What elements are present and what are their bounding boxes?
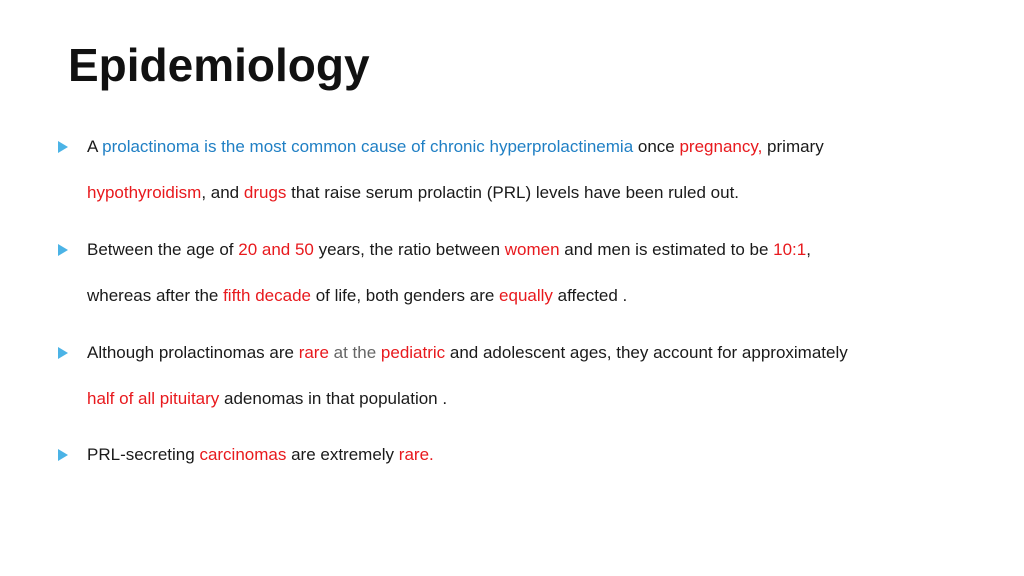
highlighted-text-segment: fifth decade — [223, 286, 311, 305]
bullet-triangle-icon — [58, 141, 68, 153]
slide-title: Epidemiology — [68, 39, 370, 91]
highlighted-text-segment: hypothyroidism — [87, 183, 202, 202]
text-segment: are extremely — [286, 445, 399, 464]
bullet-item — [58, 227, 988, 319]
bullet-item — [58, 124, 988, 216]
text-segment: and adolescent ages, they account for approximately — [445, 343, 848, 362]
bullet-text — [87, 432, 988, 478]
text-segment: adenomas in that population . — [219, 389, 448, 408]
text-segment: PRL-secreting — [87, 445, 200, 464]
bullet-item — [58, 432, 988, 478]
highlighted-text-segment: drugs — [243, 183, 287, 202]
text-segment: , — [806, 240, 811, 259]
bullet-line — [87, 124, 988, 170]
highlighted-text-segment: prolactinoma is the most common cause of chronic hyperprolactinemia — [102, 137, 634, 156]
text-segment: primary — [762, 137, 824, 156]
text-segment: Between the age of — [87, 240, 239, 259]
bullet-line — [87, 170, 988, 216]
highlighted-text-segment: equally — [499, 286, 553, 305]
highlighted-text-segment: 10:1 — [773, 240, 807, 259]
bullet-text — [87, 124, 988, 216]
bullet-triangle-icon — [58, 244, 68, 256]
bullet-line — [87, 273, 988, 319]
highlighted-text-segment: rare — [298, 343, 329, 362]
bullet-item — [58, 330, 988, 422]
text-segment: that raise serum prolactin (PRL) levels have been ruled out. — [286, 183, 740, 202]
highlighted-text-segment: half of all pituitary — [87, 389, 220, 408]
bullet-text — [87, 227, 988, 319]
text-segment: and men is estimated to be — [559, 240, 774, 259]
highlighted-text-segment: carcinomas — [199, 445, 287, 464]
text-segment: years, the ratio between — [313, 240, 505, 259]
highlighted-text-segment: pediatric — [380, 343, 446, 362]
bullet-triangle-icon — [58, 449, 68, 461]
text-segment: affected . — [552, 286, 628, 305]
highlighted-text-segment: 20 and 50 — [238, 240, 314, 259]
highlighted-text-segment: at the — [328, 343, 381, 362]
text-segment: A — [87, 137, 103, 156]
highlighted-text-segment: rare. — [398, 445, 434, 464]
bullet-line — [87, 432, 988, 478]
text-segment: whereas after the — [87, 286, 224, 305]
text-segment: once — [633, 137, 680, 156]
highlighted-text-segment: women — [504, 240, 560, 259]
bullet-line — [87, 227, 988, 273]
bullet-line — [87, 376, 988, 422]
highlighted-text-segment: pregnancy, — [679, 137, 763, 156]
text-segment: Although prolactinomas are — [87, 343, 299, 362]
bullet-line — [87, 330, 988, 376]
text-segment: of life, both genders are — [310, 286, 500, 305]
bullet-text — [87, 330, 988, 422]
text-segment: , and — [201, 183, 244, 202]
bullet-triangle-icon — [58, 347, 68, 359]
